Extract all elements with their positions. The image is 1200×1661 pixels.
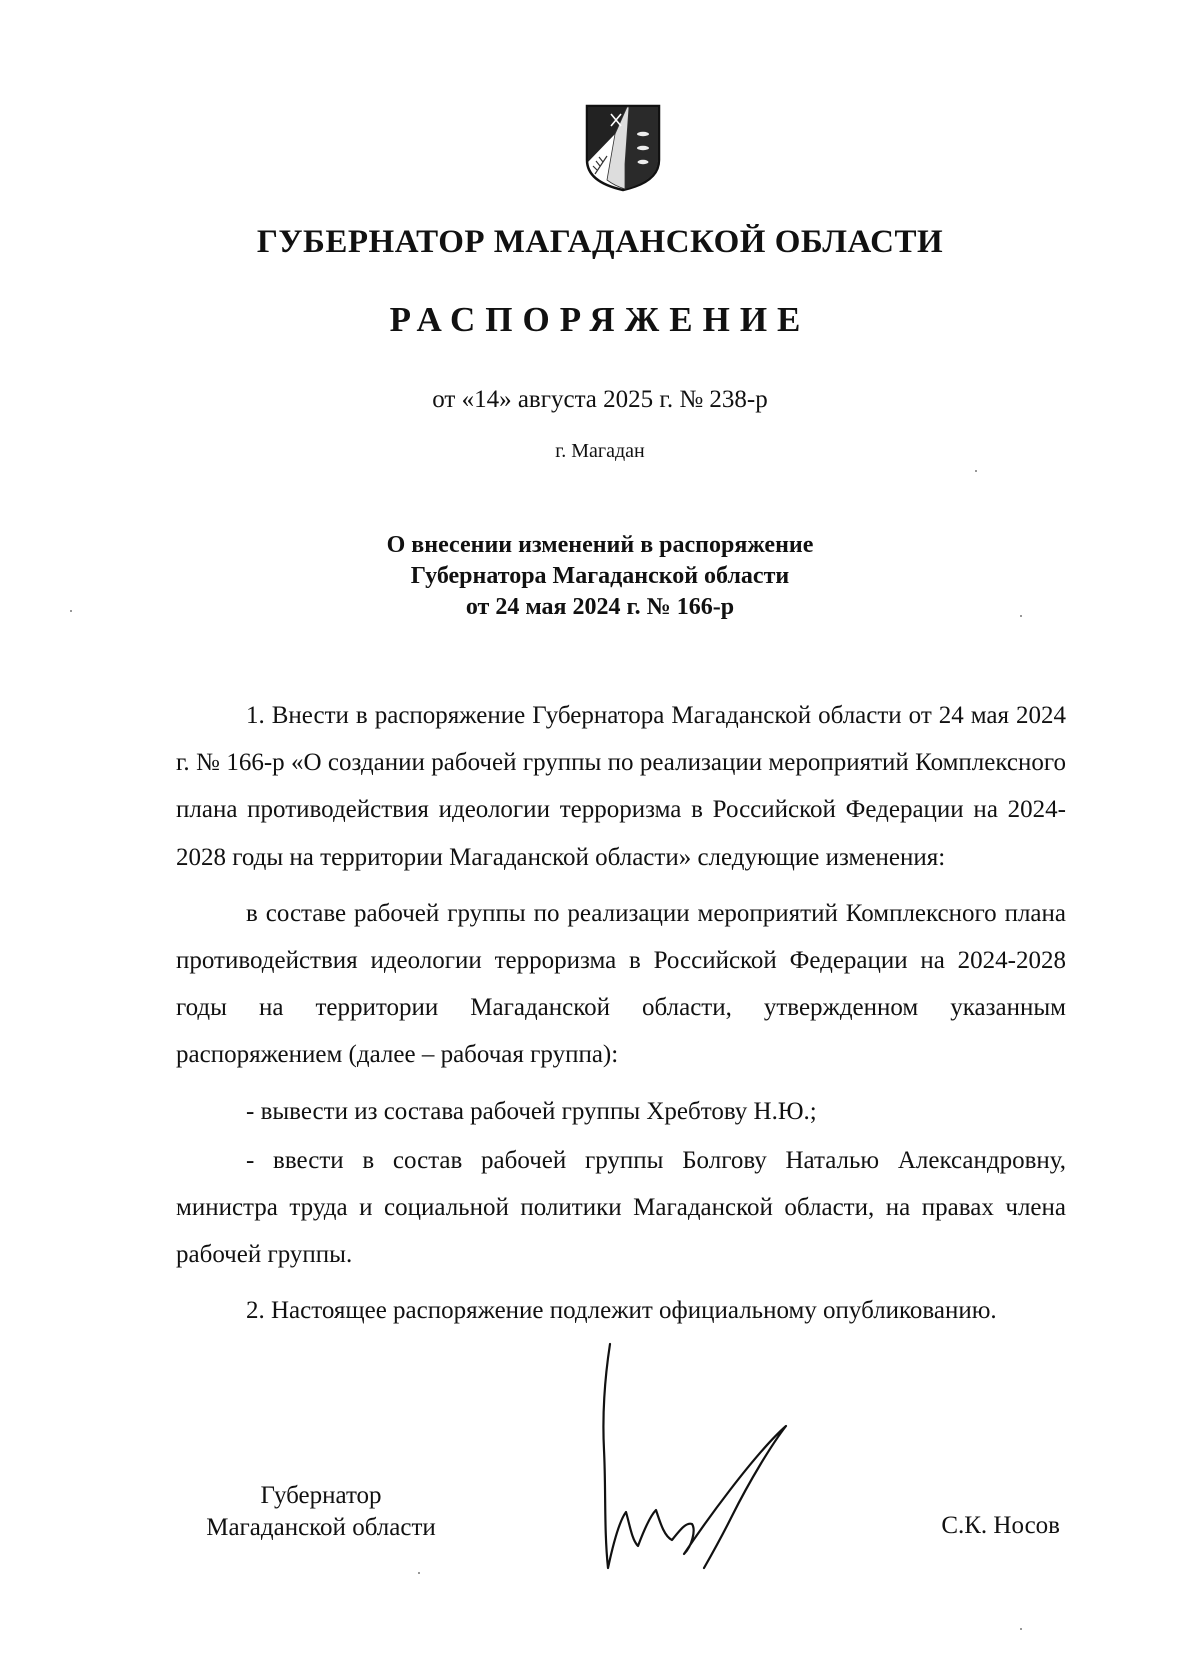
scan-speck	[1020, 615, 1022, 617]
document-date-number: от «14» августа 2025 г. № 238-р	[432, 386, 768, 413]
subject-line: от 24 мая 2024 г. № 166-р	[465, 594, 735, 620]
document-place: г. Магадан	[555, 440, 645, 462]
scan-speck	[418, 1572, 420, 1574]
scan-speck	[1020, 1628, 1022, 1630]
issuing-authority: ГУБЕРНАТОР МАГАДАНСКОЙ ОБЛАСТИ	[256, 224, 944, 260]
body-paragraph: - ввести в состав рабочей группы Болгову Наталью Александровну, министра труда и социальной политики Магаданской области, на правах члена рабочей группы.	[176, 1146, 1066, 1269]
scan-speck	[975, 470, 977, 472]
signatory-position	[176, 1480, 466, 1544]
signatory-position-line: Магаданской области	[206, 1514, 436, 1541]
subject-line: Губернатора Магаданской области	[410, 563, 790, 589]
signatory-position-line: Губернатор	[260, 1482, 382, 1509]
coat-of-arms-icon	[585, 104, 661, 192]
subject-line: О внесении изменений в распоряжение	[386, 532, 814, 558]
body-paragraph: - вывести из состава рабочей группы Хребтову Н.Ю.;	[246, 1097, 817, 1125]
body-paragraph: в составе рабочей группы по реализации мероприятий Комплексного плана противодействия идеологии терроризма в Российской Федерации на 2024-2028 годы на территории Магаданской области, утвержденном указанным распоряжением (далее – рабочая группа):	[176, 899, 1066, 1069]
document-body	[176, 692, 1066, 1344]
signatory-name: С.К. Носов	[941, 1512, 1060, 1539]
scan-speck	[70, 610, 72, 612]
document-type-title: РАСПОРЯЖЕНИЕ	[389, 300, 811, 339]
body-paragraph: 1. Внести в распоряжение Губернатора Магаданской области от 24 мая 2024 г. № 166-р «О создании рабочей группы по реализации мероприятий Комплексного плана противодействия идеологии терроризма в Российской Федерации на 2024-2028 годы на территории Магаданской области» следующие изменения:	[176, 702, 1066, 871]
handwritten-signature	[600, 1340, 840, 1580]
body-paragraph: 2. Настоящее распоряжение подлежит официальному опубликованию.	[246, 1297, 997, 1325]
document-subject	[0, 530, 1200, 623]
